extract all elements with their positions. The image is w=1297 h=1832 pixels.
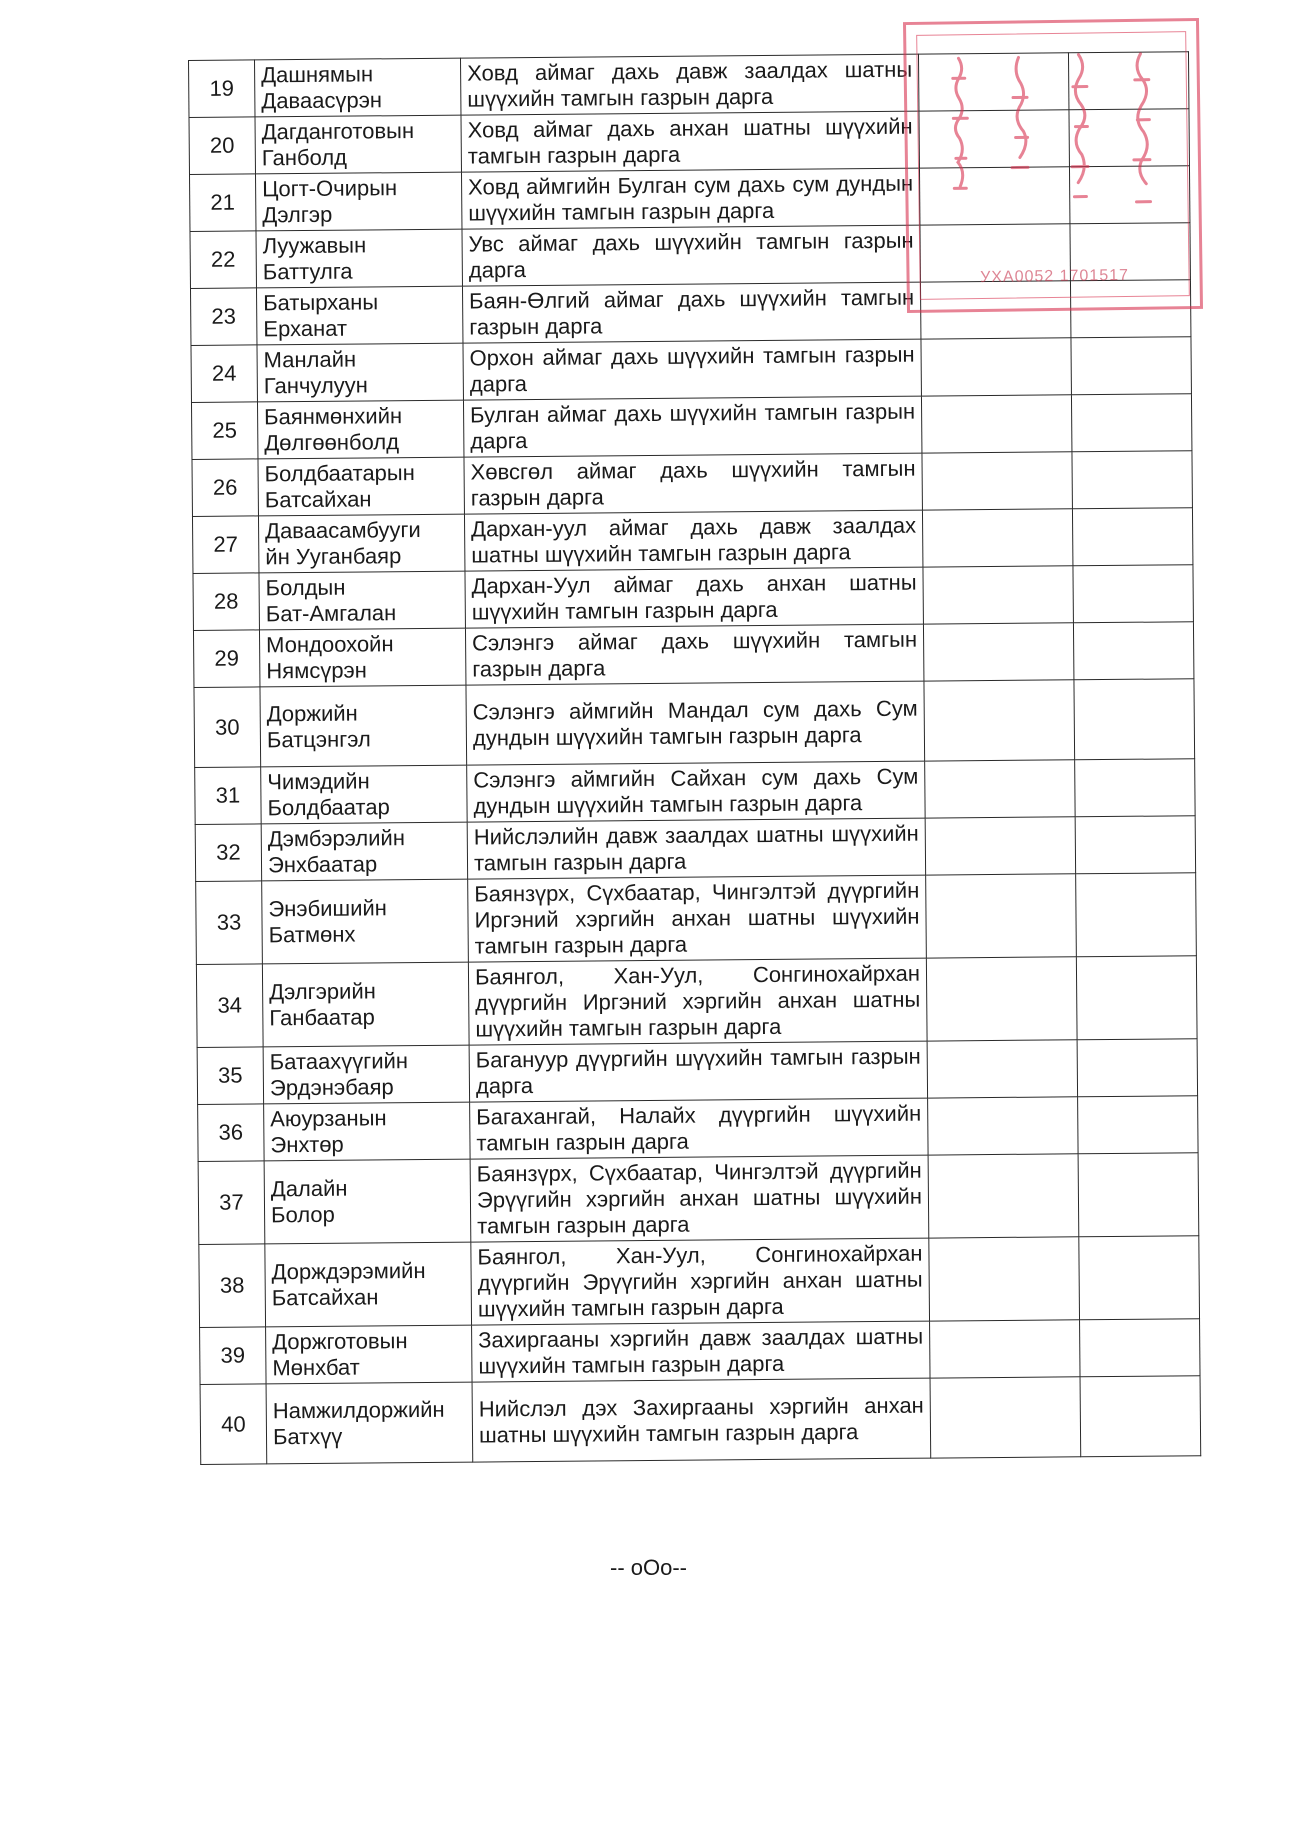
table-row xyxy=(196,956,1197,1048)
person-name xyxy=(257,343,463,402)
given-name: Батцэнгэл xyxy=(266,725,371,752)
note-cell xyxy=(1072,451,1192,509)
given-name: Баттулга xyxy=(262,258,353,285)
note-cell xyxy=(1075,759,1195,817)
person-name xyxy=(266,1382,473,1464)
person-name xyxy=(258,514,464,573)
table-row xyxy=(191,394,1191,460)
position-title: Баянгол, Хан-Уул, Сонгинохайрхан дүүргийн Иргэний хэргийн анхан шатны шүүхийн тамгын газрын дарга xyxy=(468,958,927,1045)
signature-cell xyxy=(924,680,1075,761)
position-title: Ховд аймаг дахь анхан шатны шүүхийн тамгын газрын дарга xyxy=(461,111,919,172)
given-name: Батсайхан xyxy=(271,1284,379,1311)
patronymic: Цогт-Очирын xyxy=(262,175,398,202)
person-name xyxy=(255,172,461,231)
patronymic: Доржийн xyxy=(266,700,358,726)
signature-cell xyxy=(927,1040,1077,1098)
table-row xyxy=(195,759,1195,825)
person-name xyxy=(256,286,462,345)
note-cell xyxy=(1080,1376,1201,1457)
signature-cell xyxy=(925,760,1075,818)
row-number: 30 xyxy=(194,687,261,768)
given-name: йн Ууганбаяр xyxy=(265,543,402,570)
position-title: Увс аймаг дахь шүүхийн тамгын газрын дарга xyxy=(462,225,920,286)
row-number: 19 xyxy=(189,60,255,118)
patronymic: Далайн xyxy=(270,1175,348,1202)
position-title: Баянзүрх, Сүхбаатар, Чингэлтэй дүүргийн Эрүүгийн хэргийн анхан шатны шүүхийн тамгын газрын дарга xyxy=(470,1155,929,1242)
row-number: 39 xyxy=(200,1327,266,1385)
note-cell xyxy=(1080,1319,1200,1377)
row-number: 27 xyxy=(192,516,258,574)
signature-cell xyxy=(921,395,1071,453)
position-title: Сэлэнгэ аймгийн Сайхан сум дахь Сум дундын шүүхийн тамгын газрын дарга xyxy=(467,761,925,822)
given-name: Ганболд xyxy=(261,144,348,171)
patronymic: Болдбаатарын xyxy=(264,460,415,487)
given-name: Энхбаатар xyxy=(267,851,378,878)
person-name xyxy=(264,1159,471,1244)
row-number: 35 xyxy=(197,1047,263,1105)
stamp-code: УХА0052 1701517 xyxy=(980,266,1130,287)
person-name xyxy=(258,457,464,516)
note-cell xyxy=(1074,679,1195,760)
given-name: Даваасүрэн xyxy=(261,87,383,114)
table-row xyxy=(200,1319,1200,1385)
row-number: 38 xyxy=(199,1244,266,1328)
signature-cell xyxy=(928,1154,1079,1238)
position-title: Баян-Өлгий аймаг дахь шүүхийн тамгын газрын дарга xyxy=(462,282,920,343)
given-name: Ерханат xyxy=(263,315,348,342)
table-row xyxy=(198,1096,1198,1162)
position-title: Ховд аймгийн Булган сум дахь сум дундын шүүхийн тамгын газрын дарга xyxy=(461,168,919,229)
table-row xyxy=(192,451,1192,517)
signature-cell xyxy=(923,623,1073,681)
patronymic: Болдын xyxy=(265,574,346,601)
person-name xyxy=(262,879,469,964)
note-cell xyxy=(1079,1236,1200,1320)
given-name: Энхтөр xyxy=(270,1131,344,1158)
table-row xyxy=(197,1039,1197,1105)
position-title: Захиргааны хэргийн давж заалдах шатны шүүхийн тамгын газрын дарга xyxy=(472,1321,930,1382)
person-name xyxy=(257,400,463,459)
person-name xyxy=(263,1045,469,1104)
row-number: 24 xyxy=(191,345,257,403)
signature-cell xyxy=(930,1320,1080,1378)
patronymic: Энэбишийн xyxy=(268,895,387,922)
signature-cell xyxy=(929,1237,1080,1321)
end-marker: -- oOo-- xyxy=(610,1555,687,1580)
signature-cell xyxy=(922,509,1072,567)
patronymic: Доржготовын xyxy=(272,1328,408,1355)
mongol-script-seal-icon xyxy=(918,35,1187,249)
given-name: Болор xyxy=(270,1201,335,1228)
given-name: Батхүү xyxy=(272,1423,343,1449)
signature-cell xyxy=(926,957,1077,1041)
person-name xyxy=(262,962,469,1047)
patronymic: Аюурзанын xyxy=(270,1105,387,1132)
patronymic: Дорждэрэмийн xyxy=(271,1257,426,1285)
note-cell xyxy=(1075,816,1195,874)
position-title: Булган аймаг дахь шүүхийн тамгын газрын дарга xyxy=(463,396,921,457)
table-row xyxy=(192,508,1192,574)
signature-cell xyxy=(922,452,1072,510)
patronymic: Даваасамбууги xyxy=(265,516,421,544)
person-name xyxy=(255,115,461,174)
row-number: 31 xyxy=(195,767,261,825)
person-name xyxy=(261,765,467,824)
person-name xyxy=(259,628,465,687)
patronymic: Батырханы xyxy=(263,289,379,316)
position-title: Баянгол, Хан-Уул, Сонгинохайрхан дүүргийн Эрүүгийн хэргийн анхан шатны шүүхийн тамгын газрын дарга xyxy=(471,1238,930,1325)
note-cell xyxy=(1077,1039,1197,1097)
person-name xyxy=(264,1102,470,1161)
given-name: Ганбаатар xyxy=(269,1004,375,1031)
row-number: 21 xyxy=(189,174,255,232)
given-name: Батмөнх xyxy=(268,921,356,948)
signature-cell xyxy=(928,1097,1078,1155)
table-row xyxy=(199,1236,1200,1328)
signature-cell xyxy=(921,338,1071,396)
table-row xyxy=(193,565,1193,631)
table-row xyxy=(200,1376,1201,1465)
note-cell xyxy=(1073,622,1193,680)
row-number: 20 xyxy=(189,117,255,175)
position-title: Хөвсгөл аймаг дахь шүүхийн тамгын газрын дарга xyxy=(464,453,922,514)
patronymic: Намжилдоржийн xyxy=(272,1396,445,1423)
row-number: 28 xyxy=(193,573,259,631)
row-number: 36 xyxy=(198,1104,264,1162)
given-name: Эрдэнэбаяр xyxy=(269,1074,394,1101)
note-cell xyxy=(1071,394,1191,452)
person-name xyxy=(256,229,462,288)
row-number: 40 xyxy=(200,1384,267,1465)
patronymic: Луужавын xyxy=(262,232,367,259)
signature-cell xyxy=(930,1377,1081,1458)
note-cell xyxy=(1078,1153,1199,1237)
note-cell xyxy=(1076,873,1197,957)
position-title: Багахангай, Налайх дүүргийн шүүхийн тамгын газрын дарга xyxy=(470,1098,928,1159)
row-number: 25 xyxy=(191,402,257,460)
table-row xyxy=(194,679,1195,768)
person-name xyxy=(261,822,467,881)
row-number: 34 xyxy=(196,964,263,1048)
patronymic: Дэлгэрийн xyxy=(269,978,376,1005)
table-row xyxy=(195,816,1195,882)
note-cell xyxy=(1078,1096,1198,1154)
signature-cell xyxy=(926,874,1077,958)
patronymic: Дагданготовын xyxy=(261,118,415,145)
note-cell xyxy=(1076,956,1197,1040)
signature-cell xyxy=(923,566,1073,624)
patronymic: Дашнямын xyxy=(261,61,374,88)
person-name xyxy=(259,571,465,630)
row-number: 26 xyxy=(192,459,258,517)
note-cell xyxy=(1071,337,1191,395)
position-title: Сэлэнгэ аймаг дахь шүүхийн тамгын газрын дарга xyxy=(465,624,923,685)
table-row xyxy=(196,873,1197,965)
given-name: Дөлгөөнболд xyxy=(264,429,400,456)
position-title: Багануур дүүргийн шүүхийн тамгын газрын дарга xyxy=(469,1041,927,1102)
person-name xyxy=(265,1242,472,1327)
position-title: Баянзүрх, Сүхбаатар, Чингэлтэй дүүргийн Иргэний хэргийн анхан шатны шүүхийн тамгын газрын дарга xyxy=(468,875,927,962)
patronymic: Баянмөнхийн xyxy=(264,403,403,430)
row-number: 22 xyxy=(190,231,256,289)
person-name xyxy=(260,685,467,767)
given-name: Дэлгэр xyxy=(262,201,333,228)
row-number: 33 xyxy=(196,881,263,965)
patronymic: Мондоохойн xyxy=(265,631,394,658)
position-title: Нийслэл дэх Захиргааны хэргийн анхан шатны шүүхийн тамгын газрын дарга xyxy=(472,1378,931,1462)
patronymic: Дэмбэрэлийн xyxy=(267,825,406,852)
patronymic: Чимэдийн xyxy=(267,768,370,795)
table-row xyxy=(198,1153,1199,1245)
given-name: Бат-Амгалан xyxy=(265,600,397,627)
given-name: Мөнхбат xyxy=(272,1354,360,1381)
official-stamp xyxy=(903,18,1203,313)
patronymic: Батаахүүгийн xyxy=(269,1048,409,1075)
table-row xyxy=(193,622,1193,688)
given-name: Ганчулуун xyxy=(263,372,368,399)
note-cell xyxy=(1072,508,1192,566)
given-name: Батсайхан xyxy=(264,486,372,513)
given-name: Болдбаатар xyxy=(267,794,390,821)
row-number: 29 xyxy=(193,630,259,688)
note-cell xyxy=(1073,565,1193,623)
patronymic: Манлайн xyxy=(263,346,357,373)
person-name xyxy=(255,58,461,117)
position-title: Дархан-уул аймаг дахь давж заалдах шатны шүүхийн тамгын газрын дарга xyxy=(464,510,922,571)
position-title: Орхон аймаг дахь шүүхийн тамгын газрын дарга xyxy=(463,339,921,400)
row-number: 37 xyxy=(198,1161,265,1245)
row-number: 32 xyxy=(195,824,261,882)
signature-cell xyxy=(925,817,1075,875)
position-title: Сэлэнгэ аймгийн Мандал сум дахь Сум дундын шүүхийн тамгын газрын дарга xyxy=(466,681,925,765)
table-row xyxy=(191,337,1191,403)
person-name xyxy=(266,1325,472,1384)
position-title: Ховд аймаг дахь давж заалдах шатны шүүхийн тамгын газрын дарга xyxy=(460,54,918,115)
position-title: Дархан-Уул аймаг дахь анхан шатны шүүхийн тамгын газрын дарга xyxy=(465,567,923,628)
position-title: Нийслэлийн давж заалдах шатны шүүхийн тамгын газрын дарга xyxy=(467,818,925,879)
row-number: 23 xyxy=(190,288,256,346)
given-name: Нямсүрэн xyxy=(266,657,367,684)
